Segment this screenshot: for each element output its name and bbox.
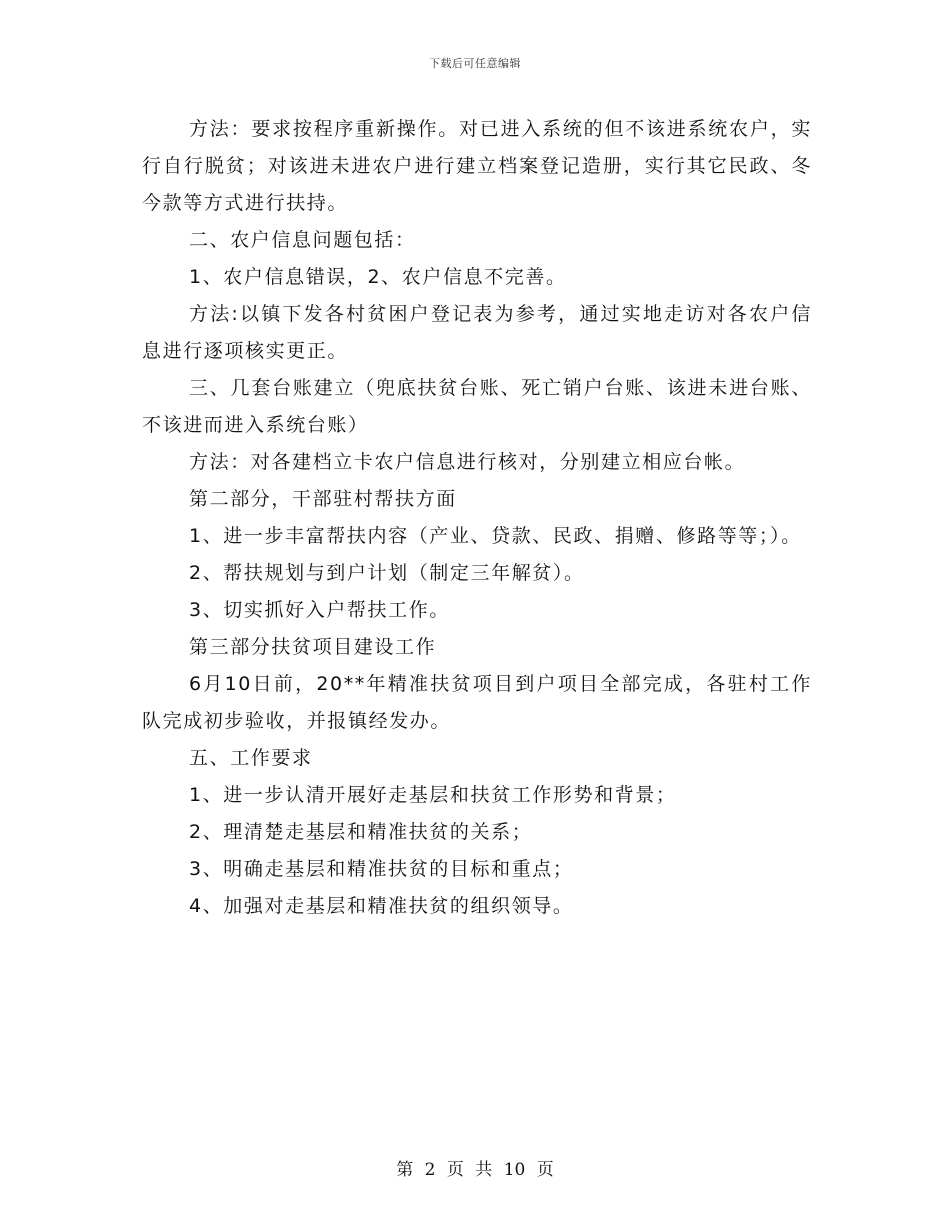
requirement-item-1: 1、进一步认清开展好走基层和扶贫工作形势和背景；	[189, 784, 677, 806]
paragraph-method-reoperate: 方法：要求按程序重新操作。对已进入系统的但不该进系统农户，实行自行脱贫；对该进未进农户进行建立档案登记造册，实行其它民政、冬今款等方式进行扶持。	[142, 118, 812, 214]
requirement-item-4: 4、加强对走基层和精准扶贫的组织领导。	[189, 895, 574, 917]
paragraph-household-work: 3、切实抓好入户帮扶工作。	[189, 599, 450, 621]
heading-ledger-setup: 三、几套台账建立（兜底扶贫台账、死亡销户台账、该进未进台账、不该进而进入系统台账）	[142, 377, 812, 436]
requirement-item-2: 2、理清楚走基层和精准扶贫的关系；	[189, 821, 533, 843]
header-note: 下载后可任意编辑	[429, 57, 521, 70]
paragraph-method-verify: 方法:以镇下发各村贫困户登记表为参考，通过实地走访对各农户信息进行逐项核实更正。	[142, 303, 812, 362]
heading-work-requirements: 五、工作要求	[189, 747, 313, 769]
document-body	[142, 111, 812, 925]
paragraph-method-ledger: 方法：对各建档立卡农户信息进行核对，分别建立相应台帐。	[189, 451, 746, 473]
heading-part-three: 第三部分扶贫项目建设工作	[189, 636, 437, 658]
heading-part-two: 第二部分，干部驻村帮扶方面	[189, 488, 457, 510]
paragraph-info-errors: 1、农户信息错误，2、农户信息不完善。	[189, 266, 567, 288]
page-number-footer: 第 2 页 共 10 页	[396, 1160, 554, 1180]
paragraph-assistance-plan: 2、帮扶规划与到户计划（制定三年解贫）。	[189, 562, 585, 584]
heading-farmer-info-issues: 二、农户信息问题包括：	[189, 229, 416, 251]
paragraph-enrich-assistance: 1、进一步丰富帮扶内容（产业、贷款、民政、捐赠、修路等等；）。	[189, 525, 802, 547]
paragraph-project-deadline: 6月10日前，20**年精准扶贫项目到户项目全部完成，各驻村工作队完成初步验收，并报镇经发办。	[142, 673, 812, 732]
requirement-item-3: 3、明确走基层和精准扶贫的目标和重点；	[189, 858, 574, 880]
